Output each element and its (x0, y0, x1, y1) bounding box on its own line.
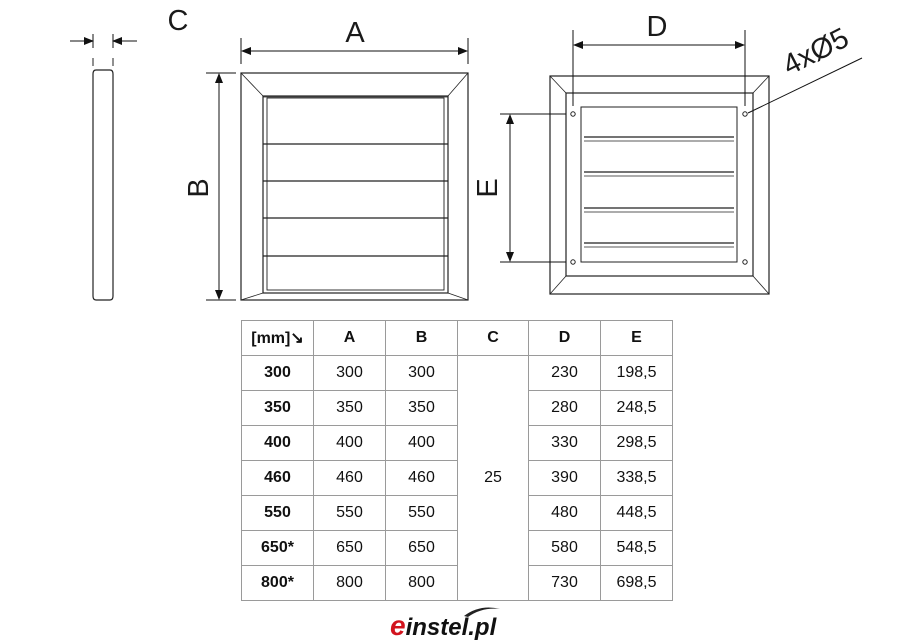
header-b: B (386, 321, 458, 356)
table-row (242, 356, 673, 391)
header-d: D (529, 321, 601, 356)
dimension-b-label: B (183, 178, 215, 198)
header-unit: [mm]↘ (242, 321, 314, 356)
row-size: 650* (242, 531, 314, 566)
cell-d: 230 (529, 356, 601, 391)
cell-e: 448,5 (601, 496, 673, 531)
cell-e: 298,5 (601, 426, 673, 461)
side-view (93, 58, 113, 300)
cell-e: 338,5 (601, 461, 673, 496)
row-size: 400 (242, 426, 314, 461)
table-header-row (242, 321, 673, 356)
brand-initial: e (390, 610, 406, 641)
cell-d: 330 (529, 426, 601, 461)
dimension-a-label: A (345, 17, 365, 49)
cell-a: 650 (314, 531, 386, 566)
cell-b: 550 (386, 496, 458, 531)
cell-e: 198,5 (601, 356, 673, 391)
cell-c-merged: 25 (458, 356, 529, 601)
cell-a: 350 (314, 391, 386, 426)
back-view (550, 76, 769, 294)
cell-b: 350 (386, 391, 458, 426)
cell-b: 300 (386, 356, 458, 391)
cell-b: 400 (386, 426, 458, 461)
dimension-e-arrows (500, 114, 566, 262)
cell-e: 548,5 (601, 531, 673, 566)
mounting-holes (571, 112, 747, 264)
cell-d: 580 (529, 531, 601, 566)
cell-d: 730 (529, 566, 601, 601)
cell-a: 300 (314, 356, 386, 391)
header-c: C (458, 321, 529, 356)
dimension-e-label: E (472, 178, 504, 198)
cell-a: 460 (314, 461, 386, 496)
dimension-c-label: C (167, 5, 189, 37)
row-size: 800* (242, 566, 314, 601)
row-size: 550 (242, 496, 314, 531)
table-row (242, 426, 673, 461)
hole-callout-label: 4xØ5 (777, 21, 855, 82)
cell-d: 280 (529, 391, 601, 426)
brand-wordmark (390, 610, 496, 642)
cell-a: 550 (314, 496, 386, 531)
table-row (242, 391, 673, 426)
cell-b: 650 (386, 531, 458, 566)
brand-name: instel.pl (405, 614, 497, 641)
table-row (242, 461, 673, 496)
cell-e: 698,5 (601, 566, 673, 601)
front-view (241, 73, 468, 300)
cell-a: 400 (314, 426, 386, 461)
cell-b: 800 (386, 566, 458, 601)
cell-d: 390 (529, 461, 601, 496)
table-row (242, 566, 673, 601)
header-e: E (601, 321, 673, 356)
table-row (242, 531, 673, 566)
cell-b: 460 (386, 461, 458, 496)
cell-a: 800 (314, 566, 386, 601)
dimension-c-arrows (70, 34, 137, 48)
dimension-d-label: D (646, 11, 668, 43)
table-row (242, 496, 673, 531)
row-size: 350 (242, 391, 314, 426)
header-a: A (314, 321, 386, 356)
dimensions-table (241, 320, 673, 601)
brand-logo (384, 606, 544, 641)
row-size: 300 (242, 356, 314, 391)
cell-e: 248,5 (601, 391, 673, 426)
row-size: 460 (242, 461, 314, 496)
cell-d: 480 (529, 496, 601, 531)
